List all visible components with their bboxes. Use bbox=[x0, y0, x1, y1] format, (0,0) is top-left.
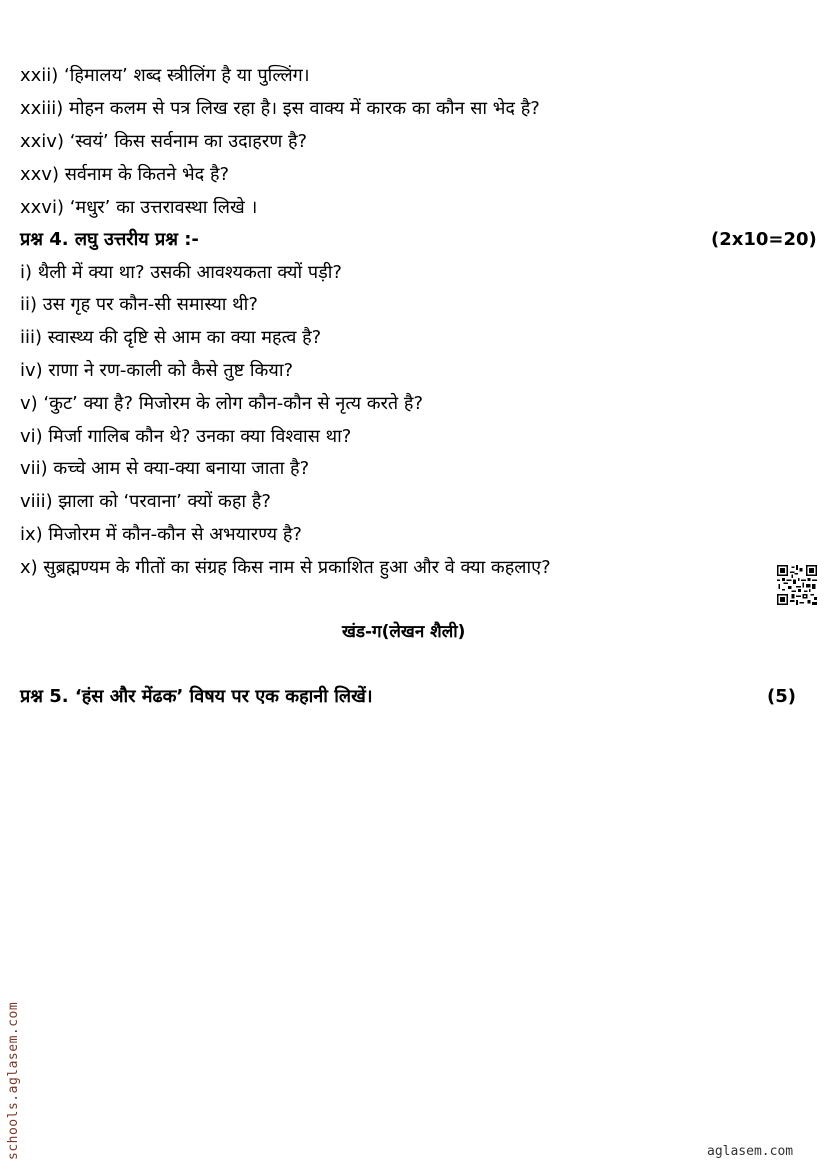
short-question-iv: iv) राणा ने रण-काली को कैसे तुष्ट किया? bbox=[20, 360, 294, 381]
question-5-marks: (5) bbox=[767, 686, 796, 707]
short-question-ix: ix) मिजोरम में कौन-कौन से अभयारण्य है? bbox=[20, 524, 302, 545]
short-question-vii: vii) कच्चे आम से क्या-क्या बनाया जाता है? bbox=[20, 458, 310, 479]
qr-code-icon bbox=[777, 565, 817, 605]
side-watermark: schools.aglasem.com bbox=[6, 1001, 21, 1160]
section-g-title: खंड-ग(लेखन शैली) bbox=[342, 622, 466, 642]
short-question-viii: viii) झाला को ‘परवाना’ क्यों कहा है? bbox=[20, 491, 271, 512]
question-xxiii: xxiii) मोहन कलम से पत्र लिख रहा है। इस वाक्य में कारक का कौन सा भेद है? bbox=[20, 98, 540, 119]
short-question-i: i) थैली में क्या था? उसकी आवश्यकता क्यों पड़ी? bbox=[20, 262, 342, 283]
short-question-ii: ii) उस गृह पर कौन-सी समास्या थी? bbox=[20, 294, 258, 315]
short-question-v: v) ‘कुट’ क्या है? मिजोरम के लोग कौन-कौन से नृत्य करते है? bbox=[20, 393, 424, 414]
question-xxv: xxv) सर्वनाम के कितने भेद है? bbox=[20, 164, 230, 185]
question-xxvi: xxvi) ‘मधुर’ का उत्तरावस्था लिखे । bbox=[20, 197, 258, 218]
short-question-vi: vi) मिर्जा गालिब कौन थे? उनका क्या विश्वास था? bbox=[20, 426, 352, 447]
question-5: प्रश्न 5. ‘हंस और मेंढक’ विषय पर एक कहानी लिखें। bbox=[20, 686, 373, 707]
section-4-marks: (2x10=20) bbox=[711, 229, 817, 250]
section-4-heading: प्रश्न 4. लघु उत्तरीय प्रश्न :- bbox=[20, 229, 199, 250]
question-xxiv: xxiv) ‘स्वयं’ किस सर्वनाम का उदाहरण है? bbox=[20, 131, 308, 152]
short-question-x: x) सुब्रह्मण्यम के गीतों का संग्रह किस नाम से प्रकाशित हुआ और वे क्या कहलाए? bbox=[20, 557, 551, 578]
footer-watermark: aglasem.com bbox=[707, 1144, 794, 1159]
short-question-iii: iii) स्वास्थ्य की दृष्टि से आम का क्या महत्व है? bbox=[20, 327, 322, 348]
question-xxii: xxii) ‘हिमालय’ शब्द स्त्रीलिंग है या पुल्लिंग। bbox=[20, 65, 310, 86]
